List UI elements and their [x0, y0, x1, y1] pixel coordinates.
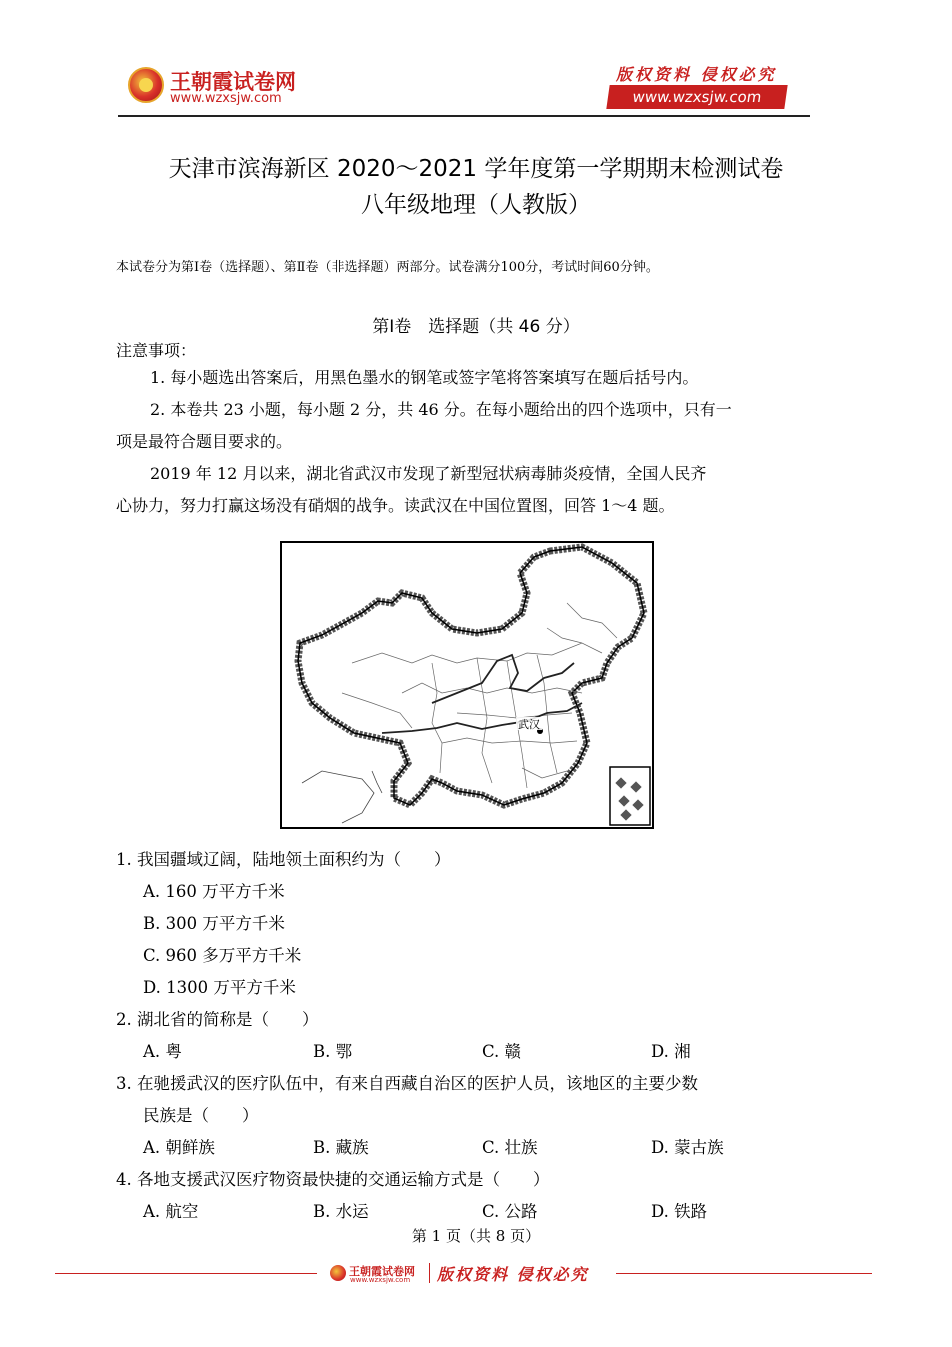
q4-option-d[interactable]: D. 铁路 — [651, 1202, 708, 1221]
header-divider — [118, 115, 810, 117]
china-border — [298, 547, 644, 805]
question-3-cont: 民族是（ ） — [143, 1106, 259, 1125]
wuhan-label: 武汉 — [518, 718, 540, 731]
url-badge[interactable]: www.wzxsjw.com — [606, 85, 787, 109]
q2-option-d[interactable]: D. 湘 — [651, 1042, 691, 1061]
q2-option-c[interactable]: C. 赣 — [482, 1042, 522, 1061]
exam-intro: 本试卷分为第Ⅰ卷（选择题）、第Ⅱ卷（非选择题）两部分。试卷满分100分，考试时间60分钟。 — [116, 260, 659, 275]
footer-separator — [429, 1263, 430, 1283]
question-2: 2. 湖北省的简称是（ ） — [116, 1010, 319, 1029]
notice-heading: 注意事项： — [116, 341, 197, 360]
footer-copyright: 版权资料 侵权必究 — [437, 1265, 589, 1284]
notice-item-1: 1. 每小题选出答案后，用黑色墨水的钢笔或签字笔将答案填写在题后括号内。 — [150, 368, 699, 387]
site-logo-icon — [128, 67, 164, 103]
q1-option-b[interactable]: B. 300 万平方千米 — [143, 914, 285, 933]
footer-line-right — [616, 1273, 872, 1274]
china-map-figure — [280, 541, 654, 829]
q2-option-a[interactable]: A. 粤 — [143, 1042, 182, 1061]
q4-option-a[interactable]: A. 航空 — [143, 1202, 199, 1221]
china-map-svg — [282, 543, 652, 827]
question-4: 4. 各地支援武汉医疗物资最快捷的交通运输方式是（ ） — [116, 1170, 550, 1189]
footer-url[interactable]: www.wzxsjw.com — [350, 1276, 411, 1284]
q3-option-a[interactable]: A. 朝鲜族 — [143, 1138, 215, 1157]
q2-option-b[interactable]: B. 鄂 — [313, 1042, 353, 1061]
yellow-river — [432, 655, 574, 703]
q3-option-d[interactable]: D. 蒙古族 — [651, 1138, 724, 1157]
yangtze-river — [382, 703, 582, 733]
footer-logo-icon — [330, 1265, 346, 1281]
q3-option-c[interactable]: C. 壮族 — [482, 1138, 538, 1157]
site-url[interactable]: www.wzxsjw.com — [170, 91, 282, 106]
notice-item-2-cont: 项是最符合题目要求的。 — [116, 432, 293, 451]
notice-item-2: 2. 本卷共 23 小题，每小题 2 分，共 46 分。在每小题给出的四个选项中，只有一 — [150, 400, 732, 419]
q1-option-c[interactable]: C. 960 多万平方千米 — [143, 946, 302, 965]
footer-brand: 王朝霞试卷网 — [349, 1265, 415, 1278]
question-3: 3. 在驰援武汉的医疗队伍中，有来自西藏自治区的医护人员，该地区的主要少数 — [116, 1074, 698, 1093]
passage-line-1: 2019 年 12 月以来，湖北省武汉市发现了新型冠状病毒肺炎疫情，全国人民齐 — [150, 464, 707, 483]
site-brand: 王朝霞试卷网 — [170, 70, 296, 94]
q4-option-b[interactable]: B. 水运 — [313, 1202, 369, 1221]
exam-subtitle: 八年级地理（人教版） — [361, 192, 591, 218]
q1-option-d[interactable]: D. 1300 万平方千米 — [143, 978, 296, 997]
exam-title: 天津市滨海新区 2020～2021 学年度第一学期期末检测试卷 — [168, 156, 784, 182]
passage-line-2: 心协力，努力打赢这场没有硝烟的战争。读武汉在中国位置图，回答 1～4 题。 — [116, 496, 675, 515]
part-heading: 第Ⅰ卷 选择题（共 46 分） — [372, 317, 580, 337]
q1-option-a[interactable]: A. 160 万平方千米 — [143, 882, 285, 901]
q3-option-b[interactable]: B. 藏族 — [313, 1138, 369, 1157]
page-number: 第 1 页（共 8 页） — [411, 1227, 541, 1245]
copyright-notice: 版权资料 侵权必究 — [616, 65, 777, 84]
q4-option-c[interactable]: C. 公路 — [482, 1202, 538, 1221]
question-1: 1. 我国疆域辽阔，陆地领土面积约为（ ） — [116, 850, 451, 869]
footer-line-left — [55, 1273, 317, 1274]
